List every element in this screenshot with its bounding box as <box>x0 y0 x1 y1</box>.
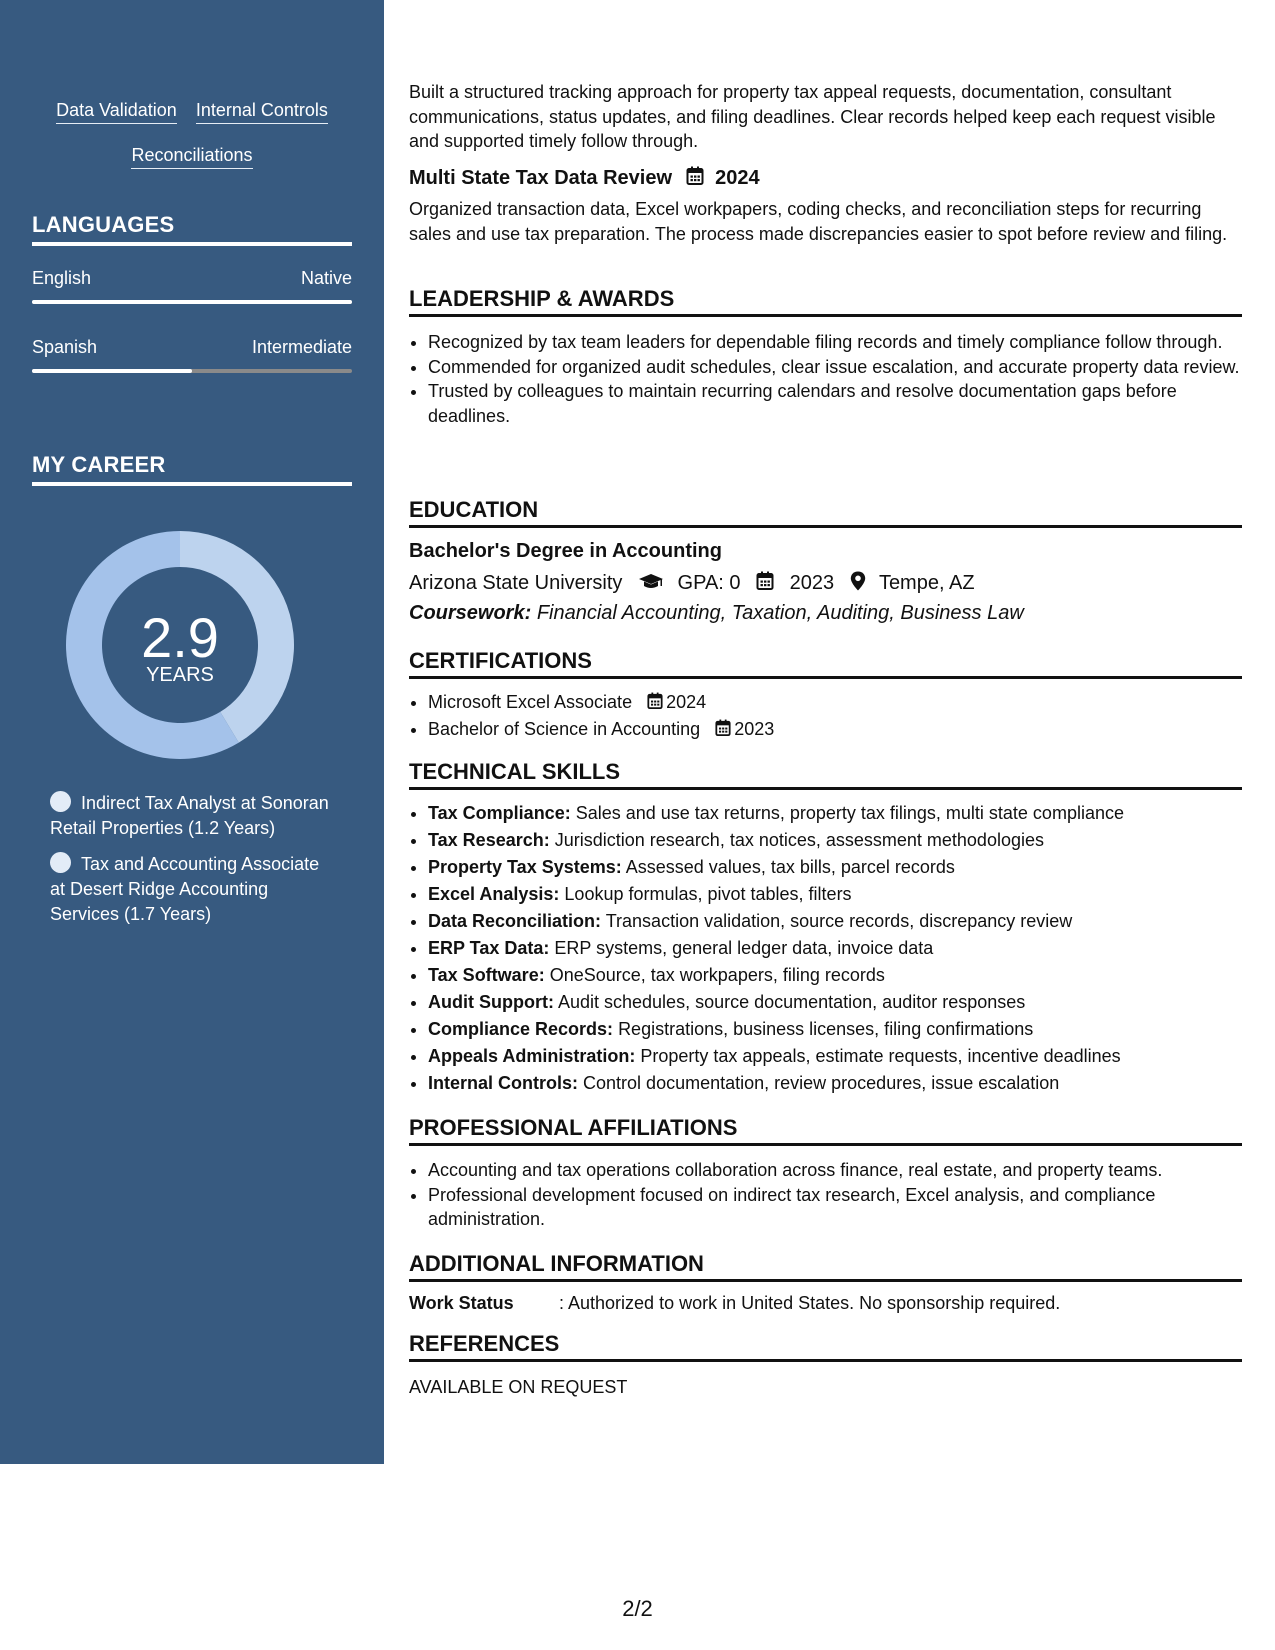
language-bar-fill <box>32 369 192 373</box>
project-intro: Built a structured tracking approach for property tax appeal requests, documentation, consultant communications, status updates, and filing deadlines. Clear records helped keep each request visible and supported timely follow through. <box>409 82 1216 151</box>
graduation-cap-icon <box>638 573 664 591</box>
technical-skills-heading: TECHNICAL SKILLS <box>409 759 1242 790</box>
skill-tag: Internal Controls <box>196 99 328 124</box>
school-location: Tempe, AZ <box>878 572 975 594</box>
certification-item: • Bachelor of Science in Accounting 2023 <box>428 717 1261 742</box>
calendar-icon <box>715 719 731 737</box>
work-status-label: Work Status <box>409 1293 514 1313</box>
skill-text: Assessed values, tax bills, parcel records <box>625 857 955 877</box>
skill-text: Sales and use tax returns, property tax filings, multi state compliance <box>575 803 1124 823</box>
skill-item <box>428 1016 1261 1043</box>
skill-item <box>428 854 1261 881</box>
skill-item <box>428 1043 1261 1070</box>
skill-text: Registrations, business licenses, filing confirmations <box>618 1019 1034 1039</box>
list-item: • Professional development focused on indirect tax research, Excel analysis, and compliance administration. <box>428 1183 1261 1232</box>
calendar-icon <box>686 166 704 186</box>
career-unit: YEARS <box>146 664 214 686</box>
technical-skills-list <box>409 800 1261 1097</box>
skill-text: Jurisdiction research, tax notices, assessment methodologies <box>554 830 1044 850</box>
affiliations-list <box>409 1158 1261 1232</box>
skill-item <box>428 881 1261 908</box>
school-name: Arizona State University <box>409 572 623 594</box>
certifications-list <box>409 690 1261 741</box>
skill-text: Control documentation, review procedures, issue escalation <box>583 1073 1060 1093</box>
skill-text: Property tax appeals, estimate requests, incentive deadlines <box>640 1046 1121 1066</box>
coursework-list: Financial Accounting, Taxation, Auditing, Business Law <box>536 602 1024 624</box>
gpa: GPA: 0 <box>677 572 741 594</box>
language-level: Intermediate <box>251 337 352 357</box>
affiliations-heading: PROFESSIONAL AFFILIATIONS <box>409 1115 1242 1146</box>
skill-item <box>428 800 1261 827</box>
career-donut-chart <box>66 531 294 759</box>
skill-label: Appeals Administration: <box>428 1046 636 1066</box>
language-bar-fill <box>32 300 352 304</box>
career-total: 2.9 <box>141 606 219 669</box>
legend-dot <box>50 791 71 812</box>
language-name: Spanish <box>32 337 98 357</box>
education-details <box>409 568 1242 598</box>
skill-item <box>428 1070 1261 1097</box>
skill-item <box>428 962 1261 989</box>
page-number: 2/2 <box>622 1596 653 1621</box>
project-title-row <box>409 166 1242 190</box>
list-item: • Commended for organized audit schedules, clear issue escalation, and accurate property data review. <box>428 355 1261 380</box>
career-legend-item: Tax and Accounting Associate at Desert Ridge Accounting Services (1.7 Years) <box>50 854 320 924</box>
career-legend-item: Indirect Tax Analyst at Sonoran Retail Properties (1.2 Years) <box>50 793 329 838</box>
languages-heading: LANGUAGES <box>32 212 352 246</box>
skill-label: Compliance Records: <box>428 1019 614 1039</box>
language-bar <box>32 300 352 304</box>
calendar-icon <box>756 571 774 591</box>
sidebar <box>0 0 384 1464</box>
skill-label: ERP Tax Data: <box>428 938 550 958</box>
leadership-heading: LEADERSHIP & AWARDS <box>409 286 1242 317</box>
work-status-row <box>409 1293 1242 1314</box>
references-heading: REFERENCES <box>409 1331 1242 1362</box>
calendar-icon <box>647 692 663 710</box>
language-bar <box>32 369 352 373</box>
legend-dot <box>50 852 71 873</box>
coursework-label: Coursework: <box>409 602 532 624</box>
skill-item <box>428 827 1261 854</box>
list-item: • Recognized by tax team leaders for dependable filing records and timely compliance follow through. <box>428 330 1261 355</box>
coursework <box>409 598 1242 628</box>
skill-text: Audit schedules, source documentation, auditor responses <box>557 992 1026 1012</box>
work-status-value: : Authorized to work in United States. No sponsorship required. <box>559 1293 1061 1313</box>
skill-tag: Reconciliations <box>131 144 252 169</box>
career-legend <box>50 791 330 938</box>
skill-item <box>428 989 1261 1016</box>
skill-label: Tax Research: <box>428 830 550 850</box>
language-name: English <box>32 268 92 288</box>
location-pin-icon <box>850 571 866 591</box>
skill-label: Excel Analysis: <box>428 884 560 904</box>
graduation-year: 2023 <box>789 572 835 594</box>
list-item: • Trusted by colleagues to maintain recurring calendars and resolve documentation gaps before deadlines. <box>428 379 1261 428</box>
additional-info-heading: ADDITIONAL INFORMATION <box>409 1251 1242 1282</box>
skill-item <box>428 908 1261 935</box>
project-year: 2024 <box>715 167 760 189</box>
skill-label: Property Tax Systems: <box>428 857 622 877</box>
certifications-heading: CERTIFICATIONS <box>409 648 1242 679</box>
skill-text: Lookup formulas, pivot tables, filters <box>564 884 852 904</box>
leadership-list <box>409 330 1261 428</box>
degree-title: Bachelor's Degree in Accounting <box>409 540 722 562</box>
project-description: Organized transaction data, Excel workpapers, coding checks, and reconciliation steps for recurring sales and use tax preparation. The process made discrepancies easier to spot before review and filing. <box>409 199 1228 244</box>
skill-tag: Data Validation <box>56 99 177 124</box>
career-heading: MY CAREER <box>32 452 352 486</box>
skill-label: Internal Controls: <box>428 1073 579 1093</box>
skill-item <box>428 935 1261 962</box>
language-level: Native <box>300 268 352 288</box>
list-item: • Accounting and tax operations collaboration across finance, real estate, and property teams. <box>428 1158 1261 1183</box>
skill-label: Audit Support: <box>428 992 554 1012</box>
certification-item: • Microsoft Excel Associate 2024 <box>428 690 1261 715</box>
skill-text: Transaction validation, source records, discrepancy review <box>605 911 1073 931</box>
skill-tags <box>32 88 352 178</box>
skill-text: OneSource, tax workpapers, filing records <box>549 965 885 985</box>
education-heading: EDUCATION <box>409 497 1242 528</box>
references-text: AVAILABLE ON REQUEST <box>409 1377 628 1397</box>
skill-label: Data Reconciliation: <box>428 911 602 931</box>
project-title: Multi State Tax Data Review <box>409 167 673 189</box>
skill-label: Tax Compliance: <box>428 803 571 823</box>
skill-label: Tax Software: <box>428 965 545 985</box>
skill-text: ERP systems, general ledger data, invoice data <box>554 938 934 958</box>
